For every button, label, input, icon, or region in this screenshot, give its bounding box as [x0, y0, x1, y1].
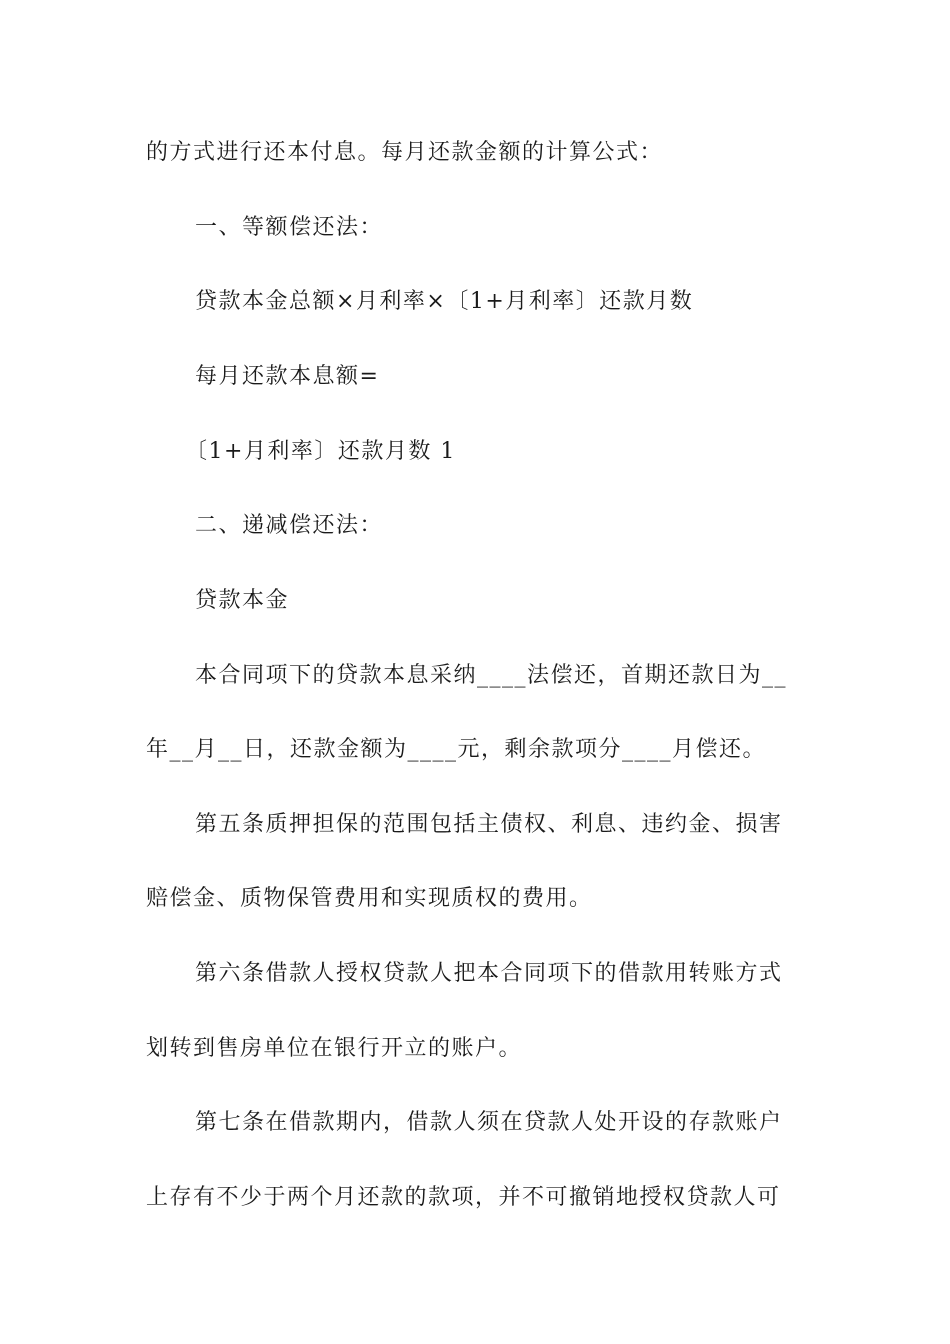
text-line-repayment-date: 年__月__日，还款金额为____元，剩余款项分____月偿还。: [146, 737, 767, 762]
heading-decreasing-repayment: 二、递减偿还法：: [195, 513, 384, 538]
article-six-line-1: 第六条借款人授权贷款人把本合同项下的借款用转账方式: [195, 961, 783, 986]
article-five-line-1: 第五条质押担保的范围包括主债权、利息、违约金、损害: [195, 812, 783, 837]
article-seven-line-2: 上存有不少于两个月还款的款项，并不可撤销地授权贷款人可: [146, 1185, 781, 1210]
article-five-line-2: 赔偿金、质物保管费用和实现质权的费用。: [146, 886, 593, 911]
article-seven-line-1: 第七条在借款期内，借款人须在贷款人处开设的存款账户: [195, 1110, 783, 1135]
heading-equal-repayment: 一、等额偿还法：: [195, 215, 384, 240]
formula-label: 每月还款本息额=: [195, 364, 380, 389]
formula-denominator: 〔1+月利率〕还款月数 1: [185, 439, 456, 464]
text-line-1: 的方式进行还本付息。每月还款金额的计算公式：: [146, 140, 664, 165]
formula-numerator: 贷款本金总额×月利率×〔1+月利率〕还款月数: [195, 289, 694, 314]
article-six-line-2: 划转到售房单位在银行开立的账户。: [146, 1036, 523, 1061]
text-line-repayment-method: 本合同项下的贷款本息采纳____法偿还，首期还款日为__: [195, 663, 788, 688]
text-loan-principal: 贷款本金: [195, 588, 290, 613]
